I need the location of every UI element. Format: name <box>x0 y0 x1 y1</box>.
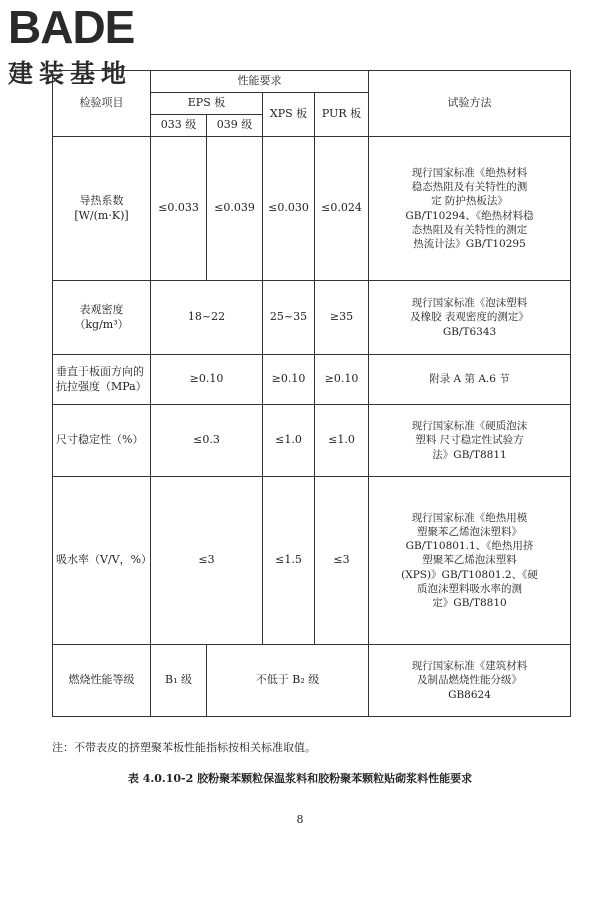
tensile-method: 附录 A 第 A.6 节 <box>369 355 571 405</box>
absorption-method-line: 质泡沫塑料吸水率的测 <box>417 582 522 595</box>
row-density <box>53 281 571 355</box>
combustion-name: 燃烧性能等级 <box>53 645 151 717</box>
dimensional-eps: ≤0.3 <box>151 405 263 477</box>
dimensional-method-line: 塑料 尺寸稳定性试验方 <box>415 434 524 447</box>
density-pur: ≥35 <box>315 281 369 355</box>
header-item: 检验项目 <box>53 71 151 137</box>
absorption-method-line: 定》GB/T8810 <box>432 596 507 609</box>
density-eps: 18~22 <box>151 281 263 355</box>
tensile-eps: ≥0.10 <box>151 355 263 405</box>
thermal-method-line: 现行国家标准《绝热材料 <box>411 166 528 179</box>
logo-subtitle: 建装基地 <box>8 59 133 88</box>
absorption-method-line: 现行国家标准《绝热用模 <box>411 511 528 524</box>
absorption-method-line: (XPS)》GB/T10801.2、《硬 <box>401 568 538 581</box>
row-dimensional <box>53 405 571 477</box>
row-tensile <box>53 355 571 405</box>
header-row-1 <box>53 71 571 93</box>
combustion-method <box>369 645 571 717</box>
density-name: 表观密度（kg/m³） <box>53 281 151 355</box>
density-method <box>369 281 571 355</box>
thermal-name <box>53 137 151 281</box>
dimensional-xps: ≤1.0 <box>263 405 315 477</box>
thermal-pur: ≤0.024 <box>315 137 369 281</box>
absorption-method-line: 塑聚苯乙烯泡沫塑料 <box>422 554 517 567</box>
absorption-method-line: 塑聚苯乙烯泡沫塑料》 <box>417 526 522 539</box>
tensile-xps: ≥0.10 <box>263 355 315 405</box>
tensile-pur: ≥0.10 <box>315 355 369 405</box>
header-performance: 性能要求 <box>151 71 369 93</box>
thermal-method <box>369 137 571 281</box>
tensile-name-line2: 抗拉强度（MPa） <box>56 379 147 393</box>
absorption-eps: ≤3 <box>151 477 263 645</box>
dimensional-method-line: 法》GB/T8811 <box>432 448 507 461</box>
combustion-other: 不低于 B₂ 级 <box>207 645 369 717</box>
density-method-line: GB/T6343 <box>442 325 497 338</box>
absorption-name: 吸水率（V/V，%） <box>53 477 151 645</box>
thermal-method-line: 态热阻及有关特性的测定 <box>411 223 528 236</box>
header-method: 试验方法 <box>369 71 571 137</box>
thermal-name-line2: [W/(m·K)] <box>74 208 129 222</box>
combustion-method-line: 及制品燃烧性能分级》 <box>417 674 522 687</box>
next-table-caption: 表 4.0.10-2 胶粉聚苯颗粒保温浆料和胶粉聚苯颗粒贴砌浆料性能要求 <box>127 772 473 785</box>
thermal-method-line: 稳态热阻及有关特性的测 <box>411 181 528 194</box>
header-eps-039: 039 级 <box>207 115 263 137</box>
thermal-method-line: GB/T10294、《绝热材料稳 <box>405 209 534 222</box>
dimensional-method <box>369 405 571 477</box>
row-absorption <box>53 477 571 645</box>
header-xps: XPS 板 <box>263 93 315 137</box>
thermal-eps039: ≤0.039 <box>207 137 263 281</box>
header-eps-033: 033 级 <box>151 115 207 137</box>
combustion-method-line: 现行国家标准《建筑材料 <box>411 660 528 673</box>
absorption-pur: ≤3 <box>315 477 369 645</box>
density-method-line: 及橡胶 表观密度的测定》 <box>410 311 529 324</box>
combustion-eps: B₁ 级 <box>151 645 207 717</box>
density-method-line: 现行国家标准《泡沫塑料 <box>411 297 528 310</box>
page-number: 8 <box>296 813 304 826</box>
dimensional-pur: ≤1.0 <box>315 405 369 477</box>
header-eps: EPS 板 <box>151 93 263 115</box>
combustion-method-line: GB8624 <box>448 688 491 701</box>
density-xps: 25~35 <box>263 281 315 355</box>
tensile-name-line1: 垂直于板面方向的 <box>56 364 144 378</box>
thermal-name-line1: 导热系数 <box>79 193 124 207</box>
logo-wordmark: BADE <box>8 1 135 53</box>
thermal-xps: ≤0.030 <box>263 137 315 281</box>
thermal-method-line: 定 防护热板法》 <box>431 195 508 208</box>
dimensional-method-line: 现行国家标准《硬质泡沫 <box>411 420 528 433</box>
absorption-method-line: GB/T10801.1、《绝热用挤 <box>405 540 534 553</box>
absorption-method <box>369 477 571 645</box>
dimensional-name: 尺寸稳定性（%） <box>53 405 151 477</box>
row-thermal <box>53 137 571 281</box>
thermal-method-line: 热流计法》GB/T10295 <box>413 237 526 250</box>
tensile-name <box>53 355 151 405</box>
thermal-eps033: ≤0.033 <box>151 137 207 281</box>
table-note: 注：不带表皮的挤塑聚苯板性能指标按相关标准取值。 <box>52 741 316 754</box>
row-combustion <box>53 645 571 717</box>
absorption-xps: ≤1.5 <box>263 477 315 645</box>
header-pur: PUR 板 <box>315 93 369 137</box>
performance-table <box>52 70 571 717</box>
